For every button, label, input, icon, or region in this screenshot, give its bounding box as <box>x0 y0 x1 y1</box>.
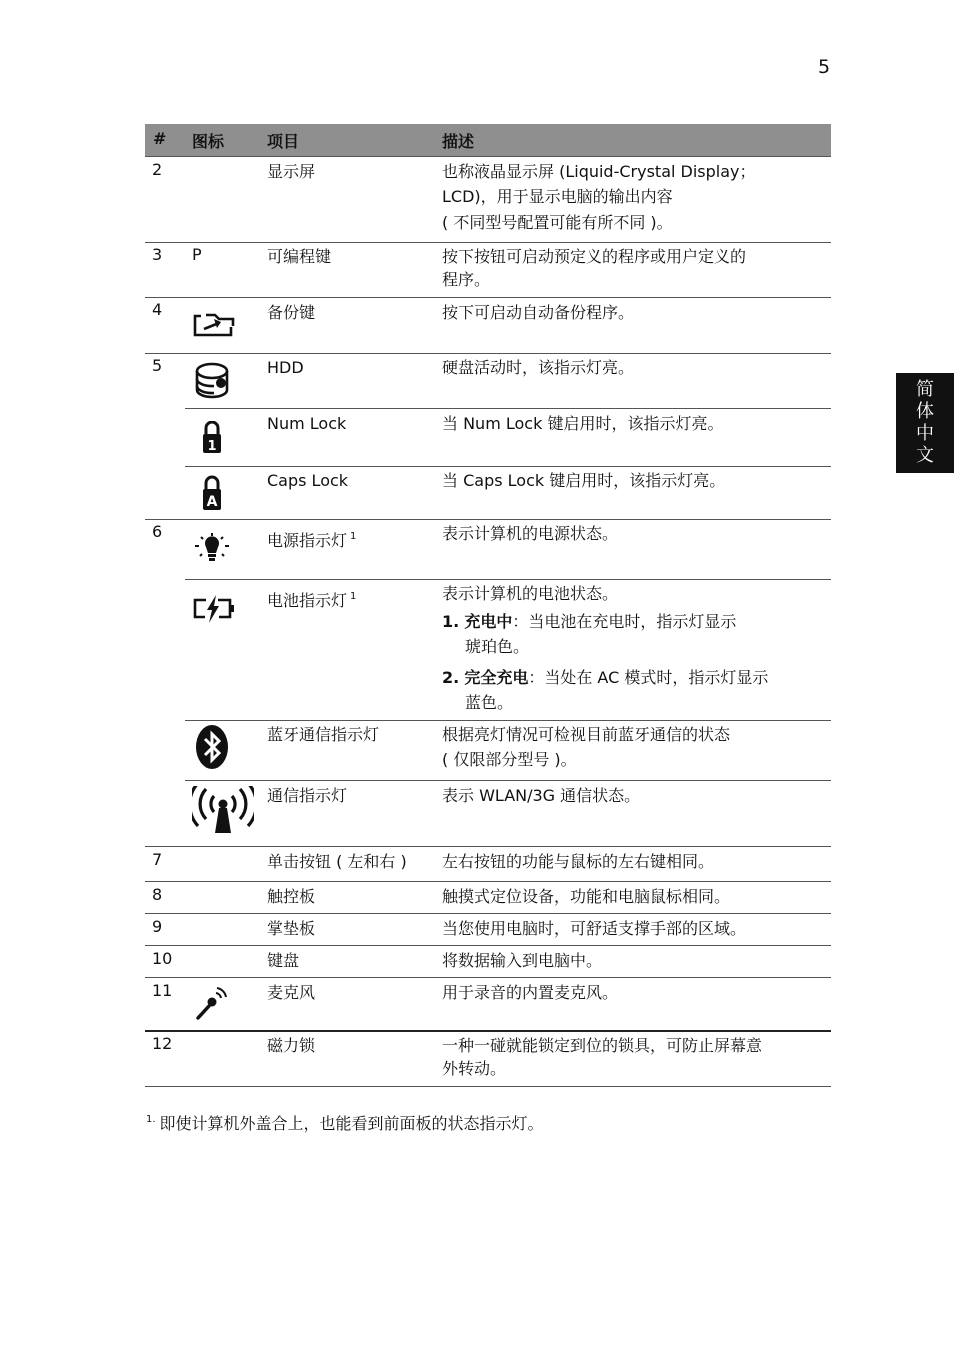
language-tab-char: 中 <box>916 423 934 444</box>
item-description: 按下可启动自动备份程序。 <box>442 303 635 322</box>
p-key-label: P <box>192 245 202 264</box>
item-name-text: 电源指示灯 <box>267 531 348 550</box>
item-name <box>267 524 356 553</box>
language-tab-char: 文 <box>916 445 934 466</box>
item-name: 磁力锁 <box>267 1036 316 1055</box>
item-description: 根据亮灯情况可检视目前蓝牙通信的状态 <box>442 725 731 744</box>
table-bottom-rule <box>145 1086 831 1087</box>
language-tab-char: 体 <box>916 401 934 422</box>
list-number: 2. <box>442 668 460 687</box>
item-description: 也称液晶显示屏 (Liquid-Crystal Display； <box>442 162 756 181</box>
row-number: 3 <box>152 245 163 264</box>
item-name: 触控板 <box>267 887 316 906</box>
row-divider <box>145 353 831 354</box>
item-description: 按下按钮可启动预定义的程序或用户定义的 <box>442 247 747 266</box>
item-name: 键盘 <box>267 951 300 970</box>
row-number: 10 <box>152 949 173 968</box>
item-name: 备份键 <box>267 303 316 322</box>
row-divider <box>145 242 831 243</box>
item-description: 左右按钮的功能与鼠标的左右键相同。 <box>442 852 715 871</box>
table-header <box>145 124 831 157</box>
item-description: LCD)，用于显示电脑的输出内容 <box>442 187 673 206</box>
row-divider <box>145 945 831 946</box>
list-item <box>442 665 768 690</box>
footnote-mark: 1. <box>146 1114 156 1125</box>
item-description: 表示计算机的电源状态。 <box>442 524 619 543</box>
svg-text:1: 1 <box>207 439 217 453</box>
item-description: 触摸式定位设备，功能和电脑鼠标相同。 <box>442 887 731 906</box>
item-description: 当 Num Lock 键启用时，该指示灯亮。 <box>442 414 724 433</box>
row-divider <box>145 297 831 298</box>
footnote-text: 即使计算机外盖合上，也能看到前面板的状态指示灯。 <box>159 1114 544 1133</box>
item-description: 外转动。 <box>442 1059 507 1078</box>
item-name-text: 电池指示灯 <box>267 591 348 610</box>
item-description: ( 仅限部分型号 )。 <box>442 750 577 769</box>
list-text: ：当电池在充电时，指示灯显示 <box>512 612 737 631</box>
page-number: 5 <box>818 56 831 78</box>
item-name: HDD <box>267 358 304 377</box>
num-lock-icon <box>192 421 232 453</box>
row-divider <box>185 579 831 580</box>
row-divider <box>145 977 831 978</box>
list-term: 充电中 <box>464 612 513 631</box>
row-number: 12 <box>152 1034 173 1053</box>
row-divider <box>185 720 831 721</box>
item-name: 蓝牙通信指示灯 <box>267 725 380 744</box>
row-divider <box>145 881 831 882</box>
item-name: 麦克风 <box>267 983 316 1002</box>
row-divider <box>145 519 831 520</box>
row-divider <box>185 408 831 409</box>
language-tab <box>896 373 954 473</box>
row-number: 8 <box>152 885 163 904</box>
list-item-continued: 蓝色。 <box>465 693 514 712</box>
battery-icon <box>192 594 236 624</box>
item-description: 用于录音的内置麦克风。 <box>442 983 619 1002</box>
row-number: 6 <box>152 522 163 541</box>
list-term: 完全充电 <box>464 668 529 687</box>
list-item-continued: 琥珀色。 <box>465 637 530 656</box>
language-tab-char: 简 <box>916 379 934 400</box>
item-name: 单击按钮 ( 左和右 ) <box>267 852 407 871</box>
header-number: # <box>153 129 167 148</box>
item-description: 程序。 <box>442 270 491 289</box>
row-number: 5 <box>152 356 163 375</box>
wireless-icon <box>192 786 254 836</box>
svg-text:A: A <box>206 494 218 510</box>
item-name <box>267 584 356 613</box>
header-description: 描述 <box>442 132 475 151</box>
item-description: 硬盘活动时，该指示灯亮。 <box>442 358 635 377</box>
footnote-ref: 1 <box>350 531 357 542</box>
item-description: 一种一碰就能锁定到位的锁具，可防止屏幕意 <box>442 1036 763 1055</box>
row-number: 4 <box>152 300 163 319</box>
row-divider <box>145 846 831 847</box>
item-description: 表示计算机的电池状态。 <box>442 584 619 603</box>
row-number: 7 <box>152 850 163 869</box>
item-name: 掌垫板 <box>267 919 316 938</box>
microphone-icon <box>192 984 232 1022</box>
list-item <box>442 609 736 634</box>
caps-lock-icon <box>192 475 232 510</box>
item-name: 通信指示灯 <box>267 786 348 805</box>
footnote <box>146 1111 544 1134</box>
item-description: 将数据输入到电脑中。 <box>442 951 603 970</box>
row-number: 9 <box>152 917 163 936</box>
item-name: 可编程键 <box>267 247 332 266</box>
bluetooth-icon <box>192 724 232 770</box>
list-text: ：当处在 AC 模式时，指示灯显示 <box>528 668 769 687</box>
row-number: 11 <box>152 981 173 1000</box>
header-item: 项目 <box>267 132 300 151</box>
item-description: 当您使用电脑时，可舒适支撑手部的区域。 <box>442 919 747 938</box>
row-number: 2 <box>152 160 163 179</box>
item-name: Caps Lock <box>267 471 349 490</box>
footnote-ref: 1 <box>350 591 357 602</box>
hdd-icon <box>192 362 232 400</box>
item-description: ( 不同型号配置可能有所不同 )。 <box>442 213 673 232</box>
power-light-icon <box>192 532 232 566</box>
list-number: 1. <box>442 612 460 631</box>
header-icon: 图标 <box>192 132 225 151</box>
item-name: Num Lock <box>267 414 347 433</box>
row-divider <box>185 466 831 467</box>
row-divider <box>145 913 831 914</box>
item-name: 显示屏 <box>267 162 316 181</box>
row-divider <box>145 1030 831 1032</box>
item-description: 当 Caps Lock 键启用时，该指示灯亮。 <box>442 471 726 490</box>
row-divider <box>185 780 831 781</box>
item-description: 表示 WLAN/3G 通信状态。 <box>442 786 641 805</box>
backup-icon <box>192 310 236 338</box>
